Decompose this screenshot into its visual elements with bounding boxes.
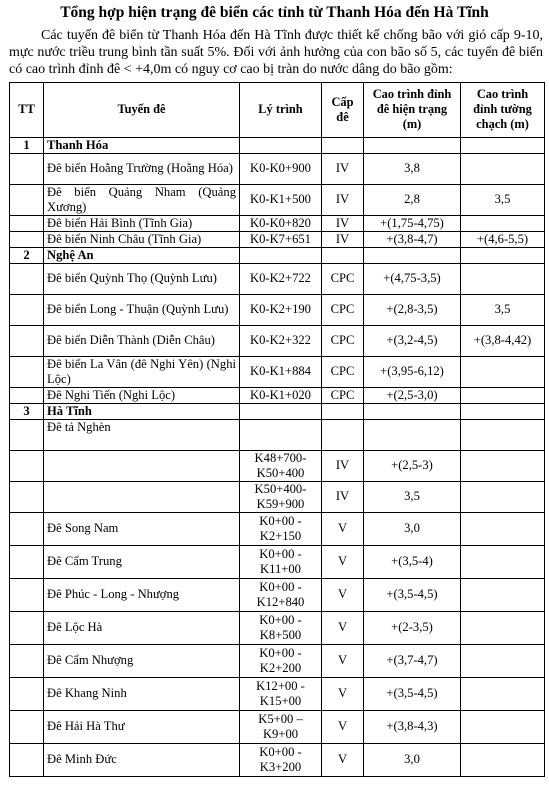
chainage-cell: K0-K7+651 (240, 231, 322, 247)
dike-name: Đê Song Nam (44, 512, 240, 545)
table-row (10, 153, 545, 184)
wall-elevation-cell (461, 578, 545, 611)
dike-name: Đê Minh Đức (44, 743, 240, 776)
dike-name: Đê biển Ninh Châu (Tĩnh Gia) (44, 231, 240, 247)
wall-elevation-cell (461, 387, 545, 403)
empty-cell (364, 403, 461, 419)
empty-cell (461, 403, 545, 419)
chainage-cell: K5+00 – K9+00 (240, 710, 322, 743)
wall-elevation-cell (461, 677, 545, 710)
grade-cell: V (322, 677, 364, 710)
table-row (10, 387, 545, 403)
province-name: Thanh Hóa (44, 137, 240, 153)
table-row (10, 215, 545, 231)
dike-name: Đê biển Hải Bình (Tĩnh Gia) (44, 215, 240, 231)
empty-cell (322, 137, 364, 153)
grade-cell: V (322, 644, 364, 677)
empty-cell (240, 403, 322, 419)
grade-cell: IV (322, 450, 364, 481)
dike-name: Đê biển Hoằng Trường (Hoằng Hóa) (44, 153, 240, 184)
chainage-cell: K0-K1+500 (240, 184, 322, 215)
crest-elevation-cell: 2,8 (364, 184, 461, 215)
empty-cell (10, 644, 44, 677)
crest-elevation-cell: +(2,5-3,0) (364, 387, 461, 403)
table-row (10, 743, 545, 776)
empty-cell (240, 247, 322, 263)
table-row (10, 677, 545, 710)
table-row (10, 294, 545, 325)
empty-cell (461, 247, 545, 263)
grade-cell: CPC (322, 387, 364, 403)
grade-cell: IV (322, 184, 364, 215)
document-title: Tổng hợp hiện trạng đê biển các tỉnh từ Thanh Hóa đến Hà Tĩnh (60, 4, 489, 21)
table-row (10, 545, 545, 578)
empty-cell (322, 403, 364, 419)
province-row (10, 137, 545, 153)
grade-cell: IV (322, 231, 364, 247)
table-row (10, 611, 545, 644)
header-tt: TT (10, 82, 44, 137)
dike-status-table (9, 82, 545, 777)
crest-elevation-cell: 3,8 (364, 153, 461, 184)
dike-name: Đê Cẩm Trung (44, 545, 240, 578)
empty-cell (10, 263, 44, 294)
crest-elevation-cell: +(3,5-4,5) (364, 677, 461, 710)
empty-cell (10, 512, 44, 545)
province-number: 1 (10, 137, 44, 153)
empty-cell (10, 611, 44, 644)
chainage-cell: K0-K2+722 (240, 263, 322, 294)
grade-cell: CPC (322, 294, 364, 325)
header-wall: Cao trình đỉnh tường chạch (m) (461, 82, 545, 137)
table-row (10, 512, 545, 545)
grade-cell: CPC (322, 263, 364, 294)
wall-elevation-cell (461, 356, 545, 387)
province-name: Hà Tĩnh (44, 403, 240, 419)
crest-elevation-cell: +(2,8-3,5) (364, 294, 461, 325)
wall-elevation-cell (461, 545, 545, 578)
province-name: Nghệ An (44, 247, 240, 263)
grade-cell: V (322, 611, 364, 644)
dike-name: Đê Hải Hà Thư (44, 710, 240, 743)
empty-cell (10, 481, 44, 512)
table-row (10, 184, 545, 215)
wall-elevation-cell (461, 710, 545, 743)
empty-cell (461, 137, 545, 153)
empty-cell (10, 545, 44, 578)
crest-elevation-cell: 3,0 (364, 512, 461, 545)
crest-elevation-cell: +(3,5-4,5) (364, 578, 461, 611)
crest-elevation-cell: +(3,2-4,5) (364, 325, 461, 356)
dike-name: Đê Cẩm Nhượng (44, 644, 240, 677)
chainage-cell: K0+00 - K12+840 (240, 578, 322, 611)
crest-elevation-cell: +(3,8-4,7) (364, 231, 461, 247)
dike-name: Đê Phúc - Long - Nhượng (44, 578, 240, 611)
grade-cell: CPC (322, 356, 364, 387)
empty-cell (10, 677, 44, 710)
chainage-cell: K0-K1+020 (240, 387, 322, 403)
dike-subheader-name: Đê tả Nghèn (44, 419, 240, 450)
crest-elevation-cell: +(1,75-4,75) (364, 215, 461, 231)
chainage-cell: K0+00 - K2+150 (240, 512, 322, 545)
chainage-cell: K0+00 - K2+200 (240, 644, 322, 677)
empty-cell (10, 294, 44, 325)
dike-name: Đê biển Diễn Thành (Diễn Châu) (44, 325, 240, 356)
grade-cell: V (322, 578, 364, 611)
dike-name (44, 481, 240, 512)
empty-cell (364, 247, 461, 263)
province-number: 2 (10, 247, 44, 263)
empty-cell (240, 419, 322, 450)
header-grade: Cấp đê (322, 82, 364, 137)
chainage-cell: K0-K2+190 (240, 294, 322, 325)
crest-elevation-cell: 3,5 (364, 481, 461, 512)
empty-cell (10, 356, 44, 387)
wall-elevation-cell (461, 512, 545, 545)
empty-cell (10, 710, 44, 743)
empty-cell (322, 247, 364, 263)
table-row (10, 263, 545, 294)
crest-elevation-cell: +(2,5-3) (364, 450, 461, 481)
chainage-cell: K0-K0+900 (240, 153, 322, 184)
wall-elevation-cell (461, 215, 545, 231)
empty-cell (10, 387, 44, 403)
dike-name: Đê Khang Ninh (44, 677, 240, 710)
grade-cell: CPC (322, 325, 364, 356)
empty-cell (10, 184, 44, 215)
dike-name: Đê biển Quảng Nham (Quảng Xương) (44, 184, 240, 215)
crest-elevation-cell: +(4,75-3,5) (364, 263, 461, 294)
empty-cell (10, 153, 44, 184)
crest-elevation-cell: +(3,95-6,12) (364, 356, 461, 387)
table-row (10, 481, 545, 512)
crest-elevation-cell: 3,0 (364, 743, 461, 776)
chainage-cell: K50+400-K59+900 (240, 481, 322, 512)
dike-name: Đê biển Quỳnh Thọ (Quỳnh Lưu) (44, 263, 240, 294)
grade-cell: IV (322, 215, 364, 231)
chainage-cell: K0-K2+322 (240, 325, 322, 356)
wall-elevation-cell (461, 644, 545, 677)
grade-cell: IV (322, 153, 364, 184)
dike-name (44, 450, 240, 481)
wall-elevation-cell (461, 481, 545, 512)
chainage-cell: K48+700-K50+400 (240, 450, 322, 481)
wall-elevation-cell: +(4,6-5,5) (461, 231, 545, 247)
table-row (10, 325, 545, 356)
header-crest: Cao trình đỉnh đê hiện trạng (m) (364, 82, 461, 137)
wall-elevation-cell: 3,5 (461, 184, 545, 215)
wall-elevation-cell: 3,5 (461, 294, 545, 325)
empty-cell (10, 419, 44, 450)
dike-name: Đê Lộc Hà (44, 611, 240, 644)
empty-cell (322, 419, 364, 450)
table-row (10, 644, 545, 677)
header-route: Tuyến đê (44, 82, 240, 137)
table-row (10, 710, 545, 743)
intro-paragraph: Các tuyến đê biển từ Thanh Hóa đến Hà Tĩnh được thiết kế chống bão với gió cấp 9-10, mực nước triều trung bình tần suất 5%. Đối với ảnh hưởng của con bão số 5, các tuyến đê biển có cao trình đỉnh đê < +4,0m có nguy cơ cao bị tràn do nước dâng do bão gồm: (9, 28, 543, 78)
province-number: 3 (10, 403, 44, 419)
empty-cell (240, 137, 322, 153)
province-row (10, 403, 545, 419)
grade-cell: V (322, 710, 364, 743)
table-row (10, 356, 545, 387)
empty-cell (10, 325, 44, 356)
empty-cell (10, 578, 44, 611)
table-row (10, 578, 545, 611)
empty-cell (364, 419, 461, 450)
table-row (10, 450, 545, 481)
empty-cell (10, 450, 44, 481)
chainage-cell: K0-K0+820 (240, 215, 322, 231)
chainage-cell: K0+00 - K11+00 (240, 545, 322, 578)
chainage-cell: K0+00 - K8+500 (240, 611, 322, 644)
dike-name: Đê biển Long - Thuận (Quỳnh Lưu) (44, 294, 240, 325)
dike-subheader-row (10, 419, 545, 450)
chainage-cell: K0-K1+884 (240, 356, 322, 387)
grade-cell: V (322, 743, 364, 776)
crest-elevation-cell: +(3,7-4,7) (364, 644, 461, 677)
wall-elevation-cell: +(3,8-4,42) (461, 325, 545, 356)
empty-cell (461, 419, 545, 450)
chainage-cell: K12+00 - K15+00 (240, 677, 322, 710)
empty-cell (10, 231, 44, 247)
crest-elevation-cell: +(2-3,5) (364, 611, 461, 644)
empty-cell (10, 215, 44, 231)
grade-cell: IV (322, 481, 364, 512)
empty-cell (364, 137, 461, 153)
wall-elevation-cell (461, 450, 545, 481)
wall-elevation-cell (461, 153, 545, 184)
grade-cell: V (322, 545, 364, 578)
wall-elevation-cell (461, 743, 545, 776)
crest-elevation-cell: +(3,5-4) (364, 545, 461, 578)
empty-cell (10, 743, 44, 776)
crest-elevation-cell: +(3,8-4,3) (364, 710, 461, 743)
grade-cell: V (322, 512, 364, 545)
table-header-row (10, 82, 545, 137)
table-body (10, 137, 545, 776)
wall-elevation-cell (461, 263, 545, 294)
table-row (10, 231, 545, 247)
dike-name: Đê biển La Vân (đê Nghi Yên) (Nghi Lộc) (44, 356, 240, 387)
dike-name: Đê Nghi Tiến (Nghi Lộc) (44, 387, 240, 403)
chainage-cell: K0+00 - K3+200 (240, 743, 322, 776)
wall-elevation-cell (461, 611, 545, 644)
header-chainage: Lý trình (240, 82, 322, 137)
province-row (10, 247, 545, 263)
